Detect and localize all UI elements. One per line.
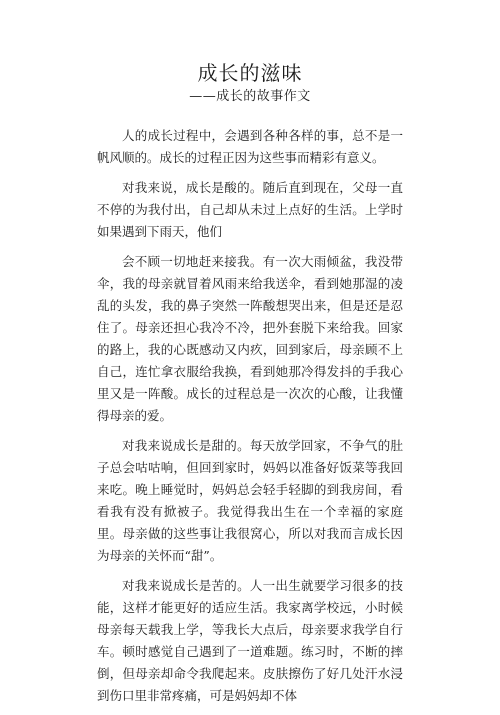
paragraph: 对我来说成长是甜的。每天放学回家，不争气的肚子总会咕咕响，但回到家时，妈妈以准备好饭菜等我回来吃。晚上睡觉时，妈妈总会轻手轻脚的到我房间，看看我有没有掀被子。我觉得我出生在一个幸福的家庭里。母亲做的这些事让我很窝心，所以对我而言成长因为母亲的关怀而“甜”。: [97, 438, 403, 563]
paragraph: 会不顾一切地赶来接我。有一次大雨倾盆，我没带伞，我的母亲就冒着风雨来给我送伞，看到她那湿的凌乱的头发，我的鼻子突然一阵酸想哭出来，但是还是忍住了。母亲还担心我冷不冷，把外套脱下来给我。回家的路上，我的心既感动又内疚，回到家后，母亲顾不上自己，连忙拿衣服给我换，看到她那冷得发抖的手我心里又是一阵酸。成长的过程总是一次次的心酸，让我懂得母亲的爱。: [97, 254, 403, 423]
paragraph: 对我来说成长是苦的。人一出生就要学习很多的技能，这样才能更好的适应生活。我家离学校远，小时候母亲每天载我上学，等我长大点后，母亲要求我学自行车。顿时感觉自己遇到了一道难题。练习时，不断的摔倒，但母亲却命令我爬起来。皮肤擦伤了好几处汗水浸到伤口里非常疼痛，可是妈妈却不体: [97, 578, 403, 703]
document-body: [97, 125, 403, 715]
paragraph: 对我来说，成长是酸的。随后直到现在，父母一直不停的为我付出，自己却从未过上点好的生活。上学时如果遇到下雨天，他们: [97, 180, 403, 239]
document-title: 成长的滋味: [197, 61, 303, 85]
paragraph: 人的成长过程中，会遇到各种各样的事，总不是一帆风顺的。成长的过程正因为这些事而精彩有意义。: [97, 128, 403, 165]
document-subtitle: ——成长的故事作文: [189, 89, 311, 104]
